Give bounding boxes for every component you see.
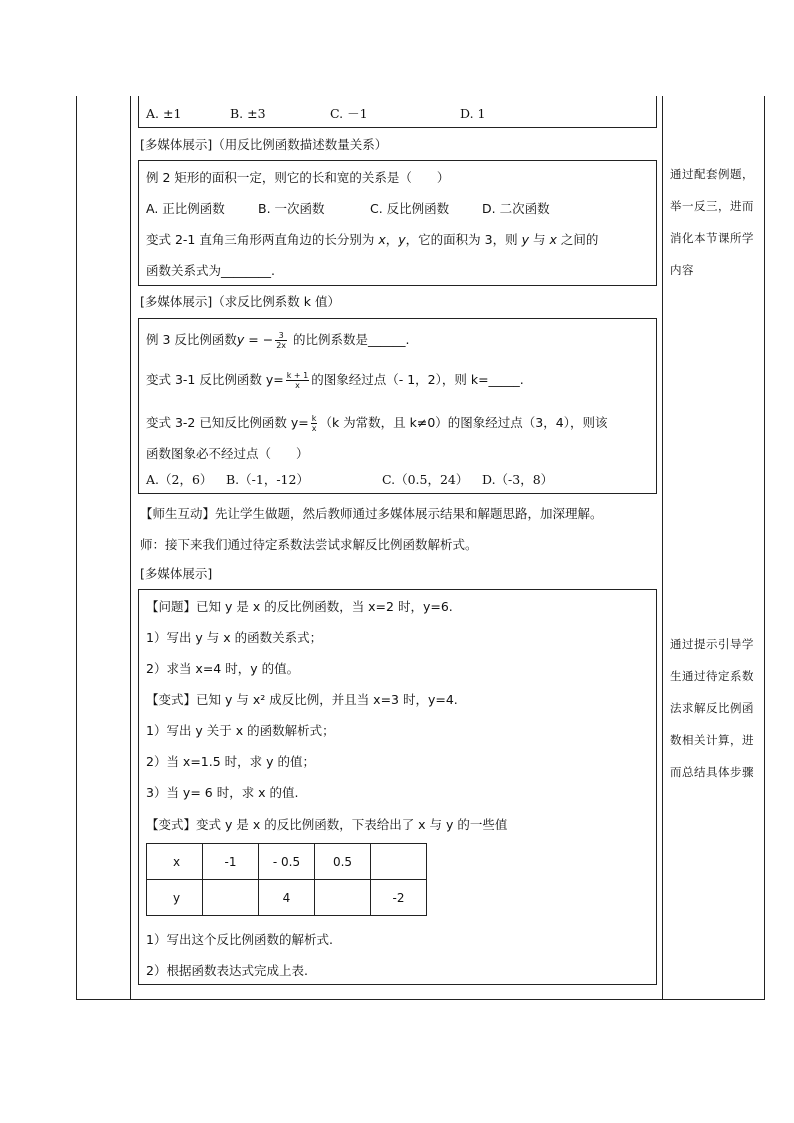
variant-b-title: 【变式】变式 y 是 x 的反比例函数，下表给出了 x 与 y 的一些值 bbox=[146, 817, 508, 832]
v21-part-a: 变式 2-1 直角三角形两直角边的长分别为 bbox=[146, 232, 379, 247]
variant-b-q1: 1）写出这个反比例函数的解析式. bbox=[146, 932, 333, 947]
ex3-fraction bbox=[275, 331, 287, 350]
example-3-question bbox=[146, 330, 409, 350]
example-2-option-c: C. 反比例函数 bbox=[370, 201, 450, 216]
section-header-4: [多媒体展示] bbox=[140, 566, 213, 581]
v32-numerator: k bbox=[311, 414, 317, 423]
q1-option-a: A. ±1 bbox=[146, 106, 182, 121]
example-2-option-d: D. 二次函数 bbox=[482, 201, 550, 216]
v21-comma: ， bbox=[385, 232, 399, 247]
table-cell bbox=[371, 844, 427, 880]
variant-a-q3: 3）当 y= 6 时，求 x 的值. bbox=[146, 785, 299, 800]
side-note-1: 通过配套例题，举一反三，进而消化本节课所学内容 bbox=[670, 167, 754, 277]
values-table bbox=[146, 843, 427, 916]
v21-y: y bbox=[398, 232, 406, 247]
v32-denominator: x bbox=[311, 424, 317, 433]
v21-x2: x bbox=[549, 232, 557, 247]
example-2-variant-line1 bbox=[146, 232, 598, 248]
v32-part-b: （k 为常数，且 k≠0）的图象经过点（3，4），则该 bbox=[319, 415, 608, 430]
problem-q1: 1）写出 y 与 x 的函数关系式； bbox=[146, 630, 323, 645]
variant-3-2 bbox=[146, 413, 607, 433]
table-cell: -2 bbox=[371, 880, 427, 916]
example-3-option-d: D.（-3，8） bbox=[482, 472, 554, 487]
problem-q2: 2）求当 x=4 时，y 的值。 bbox=[146, 661, 300, 676]
v21-y2: y bbox=[521, 232, 529, 247]
ex3-y: y = − bbox=[236, 332, 274, 347]
variant-3-2-line2: 函数图象必不经过点（ ） bbox=[146, 446, 309, 461]
ex3-part-b: 的比例系数是______. bbox=[289, 332, 410, 347]
column-divider-2 bbox=[662, 96, 663, 1000]
example-3-option-a: A.（2，6） bbox=[146, 472, 213, 487]
table-cell: y bbox=[147, 880, 203, 916]
example-3-option-c: C.（0.5，24） bbox=[382, 472, 469, 487]
v31-part-a: 变式 3-1 反比例函数 y= bbox=[146, 372, 284, 387]
variant-3-1 bbox=[146, 370, 524, 390]
outer-border-left bbox=[76, 96, 77, 1000]
table-row-y bbox=[147, 880, 427, 916]
variant-a-q2: 2）当 x=1.5 时，求 y 的值； bbox=[146, 754, 315, 769]
section-header-2: [多媒体展示]（用反比例函数描述数量关系） bbox=[140, 137, 388, 152]
table-row-x bbox=[147, 844, 427, 880]
variant-a-q1: 1）写出 y 关于 x 的函数解析式； bbox=[146, 723, 335, 738]
q1-option-c: C. －1 bbox=[330, 106, 368, 121]
example-2-question: 例 2 矩形的面积一定，则它的长和宽的关系是（ ） bbox=[146, 170, 450, 185]
table-cell bbox=[203, 880, 259, 916]
outer-border-right bbox=[764, 96, 765, 1000]
table-cell: - 0.5 bbox=[259, 844, 315, 880]
section-header-3: [多媒体展示]（求反比例系数 k 值） bbox=[140, 294, 340, 309]
ex3-denominator: 2x bbox=[276, 341, 287, 350]
table-cell: 4 bbox=[259, 880, 315, 916]
variant-b-q2: 2）根据函数表达式完成上表. bbox=[146, 963, 308, 978]
v21-part-i: 之间的 bbox=[556, 232, 599, 247]
problem-statement: 【问题】已知 y 是 x 的反比例函数，当 x=2 时，y=6. bbox=[146, 599, 453, 614]
v21-part-e: ，它的面积为 3，则 bbox=[405, 232, 522, 247]
v21-x: x bbox=[378, 232, 386, 247]
q1-option-d: D. 1 bbox=[460, 106, 486, 121]
q1-options-box bbox=[138, 96, 657, 128]
q1-option-b: B. ±3 bbox=[230, 106, 266, 121]
v32-part-a: 变式 3-2 已知反比例函数 y= bbox=[146, 415, 309, 430]
example-3-option-b: B.（-1，-12） bbox=[226, 472, 309, 487]
v31-denominator: x bbox=[295, 381, 300, 390]
teacher-student-interaction: 【师生互动】先让学生做题，然后教师通过多媒体展示结果和解题思路，加深理解。 bbox=[140, 506, 603, 521]
table-cell: -1 bbox=[203, 844, 259, 880]
column-divider-1 bbox=[130, 96, 131, 1000]
ex3-part-a: 例 3 反比例函数 bbox=[146, 332, 237, 347]
v21-part-g: 与 bbox=[528, 232, 550, 247]
v31-part-b: 的图象经过点（- 1，2），则 k=_____. bbox=[311, 372, 524, 387]
v32-fraction bbox=[311, 414, 318, 433]
variant-a-title: 【变式】已知 y 与 x² 成反比例，并且当 x=3 时，y=4. bbox=[146, 692, 458, 707]
example-2-variant-line2: 函数关系式为________. bbox=[146, 263, 275, 278]
v31-fraction bbox=[286, 371, 310, 390]
side-note-2: 通过提示引导学生通过待定系数法求解反比例函数相关计算，进而总结具体步骤 bbox=[670, 637, 754, 779]
teacher-remark: 师：接下来我们通过待定系数法尝试求解反比例函数解析式。 bbox=[140, 537, 478, 552]
ex3-numerator: 3 bbox=[275, 331, 287, 341]
v31-numerator: k + 1 bbox=[286, 371, 309, 380]
table-cell: 0.5 bbox=[315, 844, 371, 880]
example-2-option-a: A. 正比例函数 bbox=[146, 201, 225, 216]
table-cell: x bbox=[147, 844, 203, 880]
example-2-option-b: B. 一次函数 bbox=[258, 201, 325, 216]
table-cell bbox=[315, 880, 371, 916]
